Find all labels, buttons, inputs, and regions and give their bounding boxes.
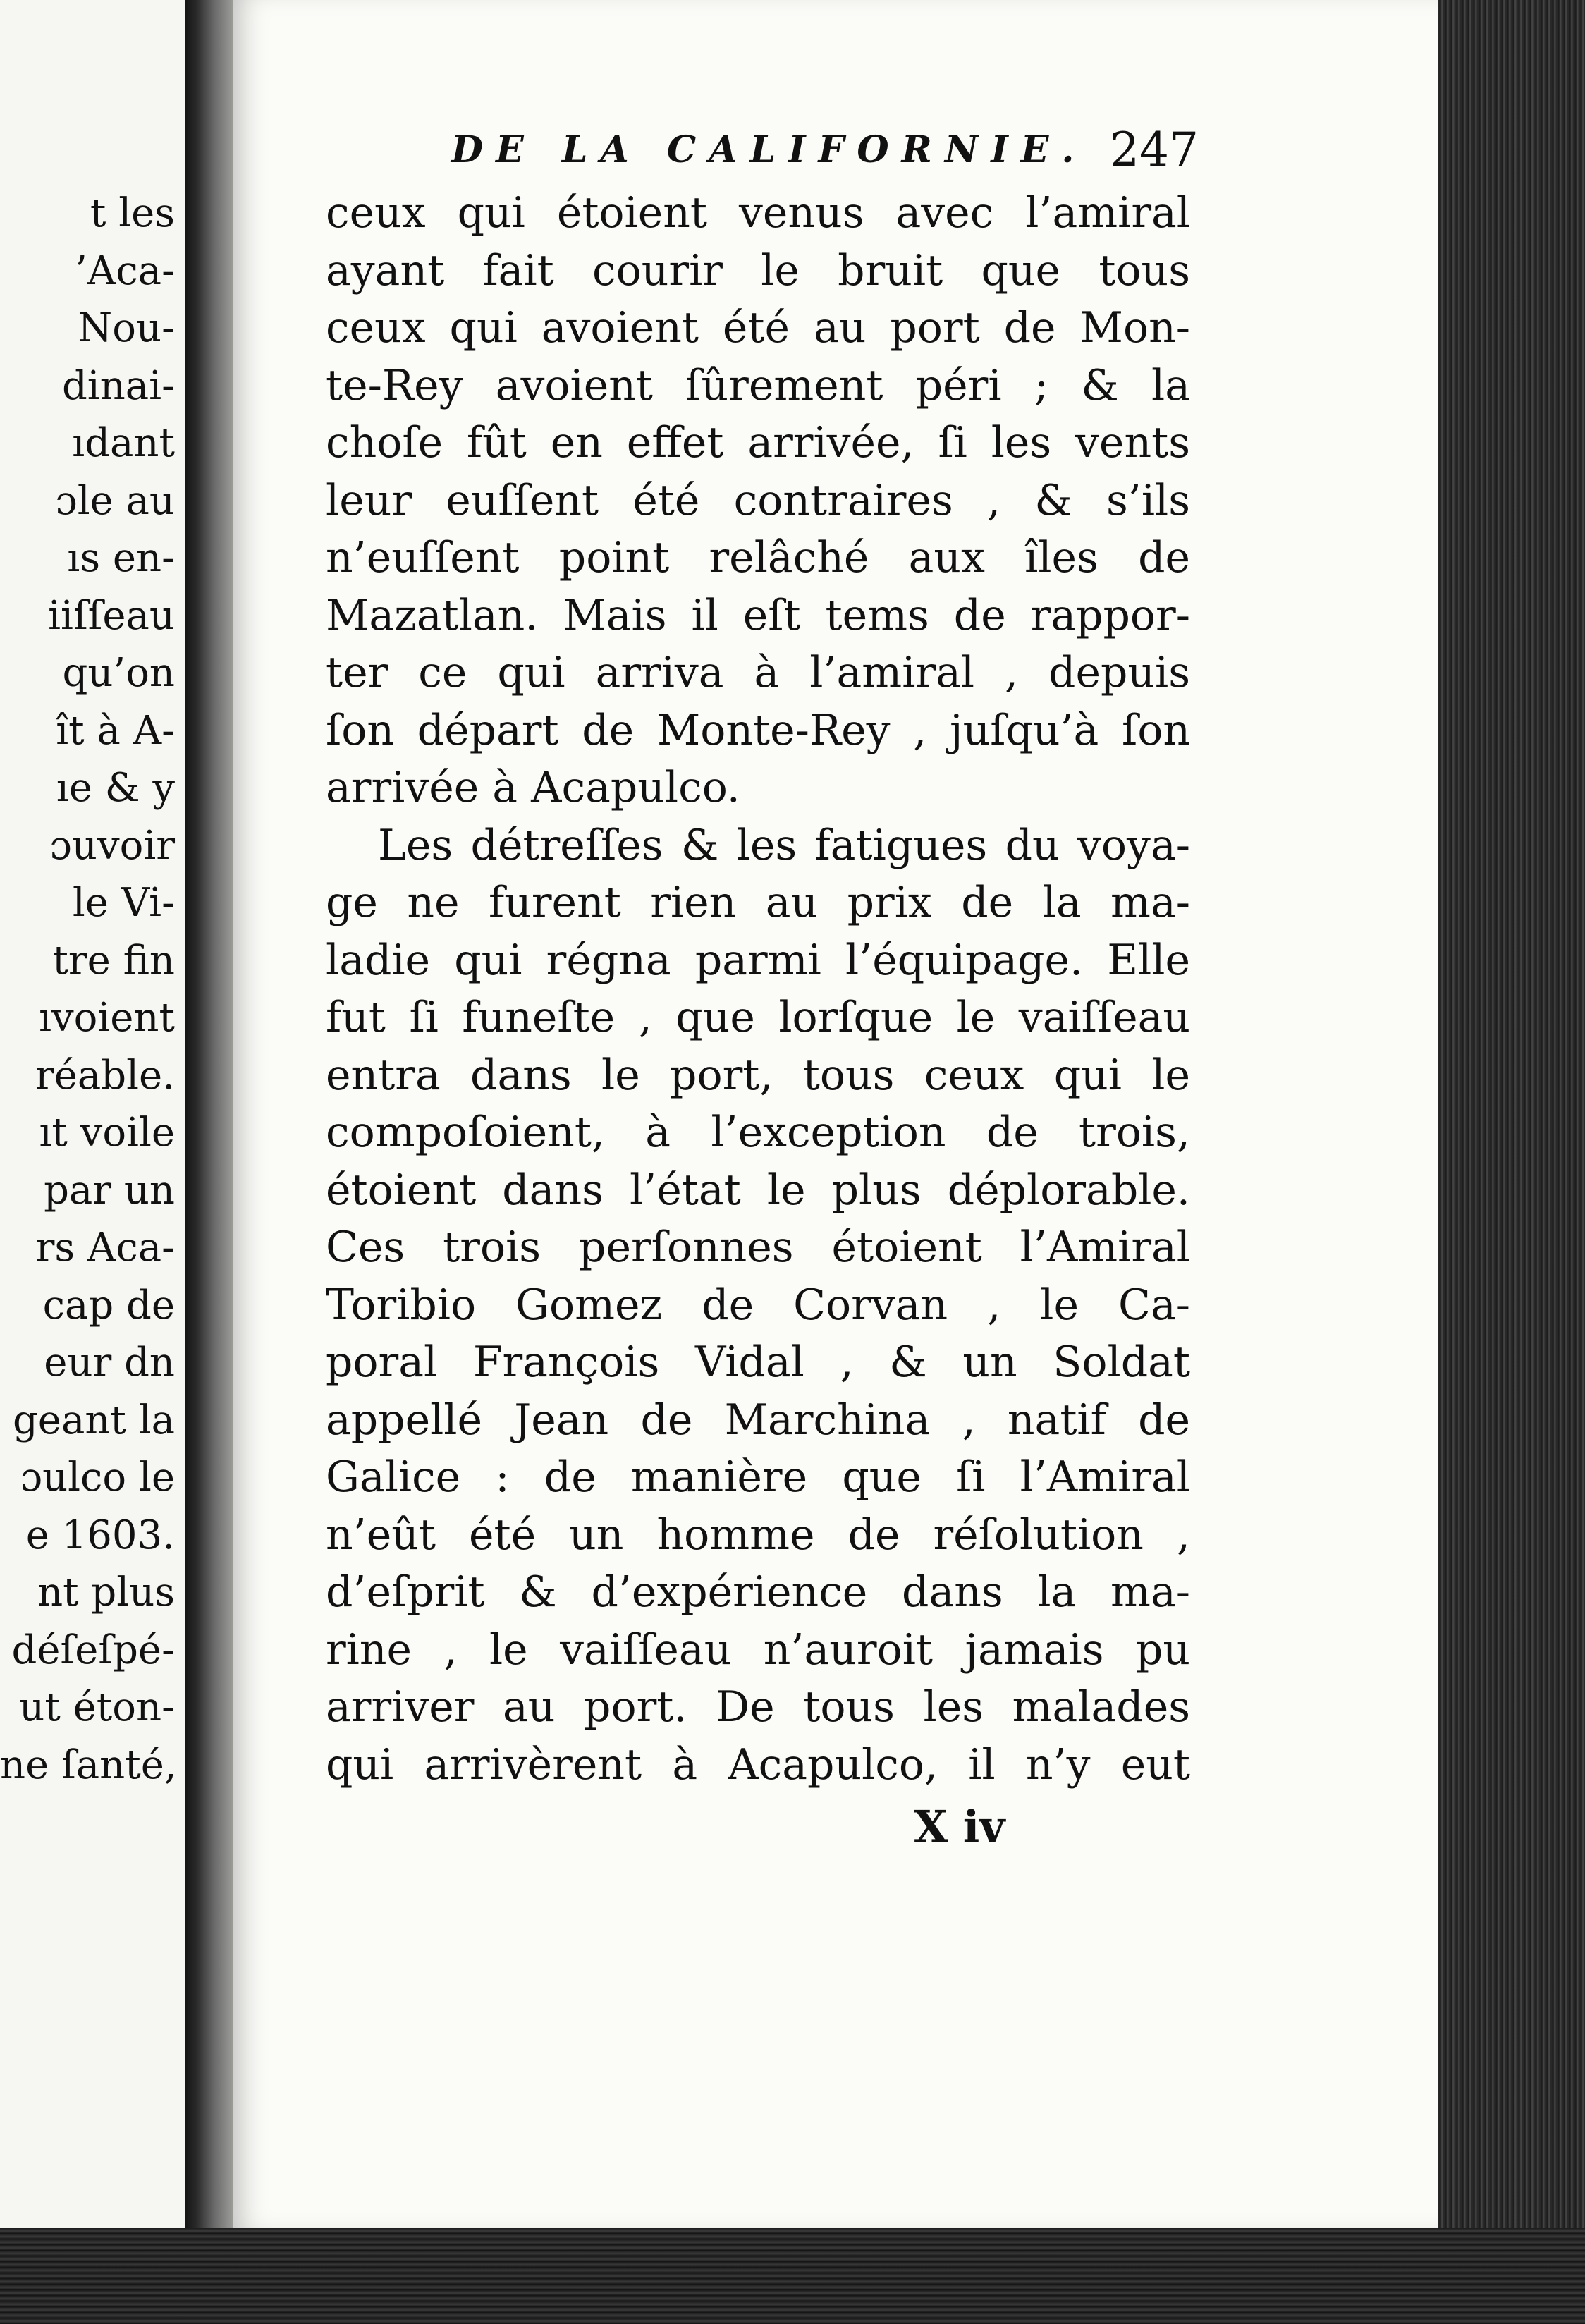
text-line: n’eût été un homme de réſolution , — [326, 1510, 1190, 1560]
left-line: le Vi- — [72, 880, 175, 926]
left-line: ıs en- — [67, 535, 175, 581]
text-line: poral François Vidal , & un Soldat — [326, 1338, 1190, 1387]
text-line: n’euſſent point relâché aux îles de — [326, 533, 1190, 582]
text-line: entra dans le port, tous ceux qui le — [326, 1050, 1190, 1100]
left-line: rs Aca- — [35, 1225, 175, 1271]
left-line: iiſſeau — [48, 592, 175, 639]
text-line: compoſoient, à l’exception de trois, — [326, 1108, 1190, 1157]
text-line: fut ſi funeſte , que lorſque le vaiſſeau — [326, 993, 1190, 1042]
text-line: ſon départ de Monte-Rey , juſqu’à ſon — [326, 705, 1190, 755]
left-line: ɔle au — [55, 477, 175, 524]
left-facing-page — [0, 0, 185, 2232]
left-line: ut éton- — [19, 1684, 175, 1730]
text-line: ge ne furent rien au prix de la ma- — [326, 878, 1190, 927]
page-edges-right — [1438, 0, 1585, 2277]
left-line: ’Aca- — [75, 247, 175, 294]
text-line: leur euſſent été contraires , & s’ils — [326, 475, 1190, 525]
left-line: ne ſanté, — [0, 1742, 177, 1788]
text-line: Toribio Gomez de Corvan , le Ca- — [326, 1280, 1190, 1330]
left-line: ıvoient — [39, 995, 175, 1041]
left-line: par un — [44, 1167, 175, 1213]
left-line: dinai- — [61, 362, 175, 409]
text-line: arrivée à Acapulco. — [326, 763, 740, 812]
left-line: eur dn — [44, 1340, 175, 1386]
text-line: ceux qui avoient été au port de Mon- — [326, 303, 1190, 353]
text-line: d’eſprit & d’expérience dans la ma- — [326, 1567, 1190, 1617]
left-line: ɔulco le — [20, 1455, 175, 1500]
left-line: déſeſpé- — [11, 1627, 175, 1673]
left-line: e 1603. — [25, 1512, 175, 1558]
body-text — [326, 185, 1190, 1794]
left-line: ıe & y — [56, 765, 175, 811]
text-line: rine , le vaiſſeau n’auroit jamais pu — [326, 1625, 1190, 1675]
text-line: Mazatlan. Mais il eſt tems de rappor- — [326, 590, 1190, 640]
left-page-text-fragments — [0, 185, 185, 1794]
running-head — [451, 118, 1199, 182]
left-line: qu’on — [62, 650, 175, 696]
text-line: Les détreſſes & les fatigues du voya- — [378, 820, 1190, 870]
text-line: choſe fût en effet arrivée, ſi les vents — [326, 418, 1190, 467]
text-line: Ces trois perſonnes étoient l’Amiral — [326, 1223, 1190, 1272]
left-line: cap de — [42, 1282, 175, 1328]
left-line: tre fin — [52, 937, 175, 984]
text-line: ter ce qui arriva à l’amiral , depuis — [326, 648, 1190, 697]
text-line: appellé Jean de Marchina , natif de — [326, 1395, 1190, 1445]
left-line: Nou- — [78, 305, 175, 351]
left-line: ıdant — [72, 420, 175, 466]
left-line: réable. — [35, 1052, 175, 1099]
text-line: Galice : de manière que ſi l’Amiral — [326, 1452, 1190, 1502]
page-edges-bottom — [0, 2228, 1585, 2324]
left-line: nt plus — [37, 1570, 175, 1615]
left-line: ɔuvoir — [49, 822, 175, 869]
left-line: geant la — [12, 1397, 175, 1443]
page-number: 247 — [1110, 123, 1199, 177]
text-line: qui arrivèrent à Acapulco, il n’y eut — [326, 1739, 1190, 1790]
signature-mark: X iv — [914, 1801, 1005, 1852]
text-line: ladie qui régna parmi l’équipage. Elle — [326, 935, 1190, 985]
left-line: ıt voile — [39, 1110, 175, 1156]
left-line: t les — [90, 190, 175, 236]
text-line: ceux qui étoient venus avec l’amiral — [326, 188, 1190, 238]
running-title: DE LA CALIFORNIE. — [451, 128, 1087, 171]
text-line: arriver au port. De tous les malades — [326, 1682, 1190, 1732]
text-line: ayant fait courir le bruit que tous — [326, 245, 1190, 295]
text-line: étoient dans l’état le plus déplorable. — [326, 1165, 1190, 1215]
left-line: ît à A- — [56, 707, 175, 754]
text-line: te-Rey avoient ſûrement péri ; & la — [326, 360, 1190, 410]
